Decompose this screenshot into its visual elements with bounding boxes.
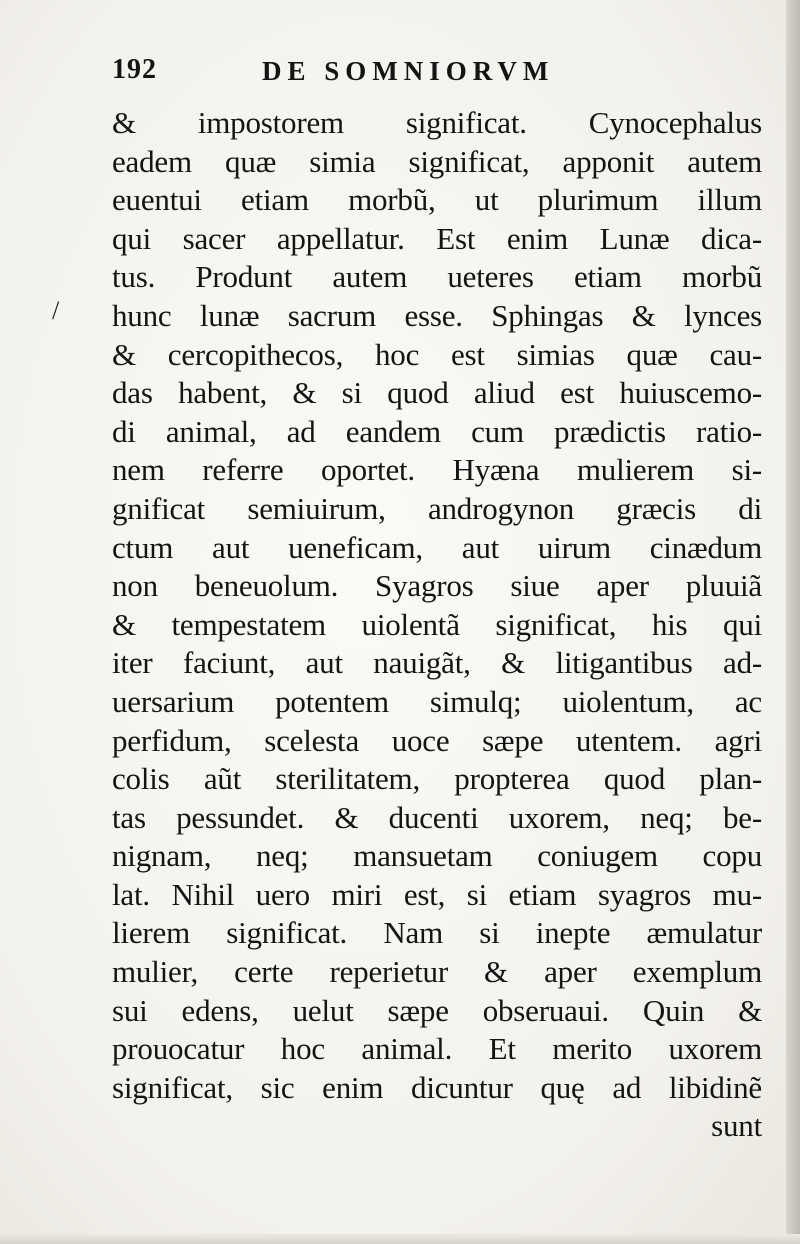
text-line: lat. Nihil uero miri est, si etiam syagros mu- — [112, 876, 762, 912]
text-line: ctum aut ueneficam, aut uirum cinædum — [112, 529, 762, 565]
text-line: iter faciunt, aut nauigãt, & litigantibus ad- — [112, 645, 762, 681]
page-header — [112, 52, 672, 96]
text-line: prouocatur hoc animal. Et merito uxorem — [112, 1031, 762, 1067]
text-line: & cercopithecos, hoc est simias quæ cau- — [112, 336, 762, 372]
page-bottom-edge — [0, 1234, 800, 1244]
body-text — [112, 104, 762, 1146]
text-line: lierem significat. Nam si inepte æmulatur — [112, 915, 762, 951]
text-line: nignam, neq; mansuetam coniugem copu — [112, 838, 762, 874]
text-line: gnificat semiuirum, androgynon græcis di — [112, 490, 762, 526]
catchword: sunt — [711, 1108, 762, 1144]
margin-mark: / — [52, 296, 60, 325]
text-line: significat, sic enim dicuntur quę ad libidinẽ — [112, 1069, 762, 1105]
running-head: DE SOMNIORVM — [262, 56, 555, 86]
text-line: sui edens, uelut sæpe obseruaui. Quin & — [112, 992, 762, 1028]
text-line: colis aũt sterilitatem, propterea quod plan- — [112, 761, 762, 797]
page-number: 192 — [112, 54, 157, 85]
text-line: mulier, certe reperietur & aper exemplum — [112, 954, 762, 990]
page-edge-shadow — [786, 0, 800, 1244]
text-line: nem referre oportet. Hyæna mulierem si- — [112, 452, 762, 488]
text-line: qui sacer appellatur. Est enim Lunæ dica- — [112, 220, 762, 256]
text-line: das habent, & si quod aliud est huiuscemo- — [112, 375, 762, 411]
text-line: & tempestatem uiolentã significat, his qui — [112, 606, 762, 642]
text-line: tus. Produnt autem ueteres etiam morbũ — [112, 259, 762, 295]
text-line: euentui etiam morbũ, ut plurimum illum — [112, 182, 762, 218]
text-line: tas pessundet. & ducenti uxorem, neq; be- — [112, 799, 762, 835]
text-line: perfidum, scelesta uoce sæpe utentem. agri — [112, 722, 762, 758]
text-line: non beneuolum. Syagros siue aper pluuiã — [112, 568, 762, 604]
text-line: hunc lunæ sacrum esse. Sphingas & lynces — [112, 297, 762, 333]
text-line: & impostorem significat. Cynocephalus — [112, 105, 762, 140]
text-line: di animal, ad eandem cum prædictis ratio- — [112, 413, 762, 449]
text-line: uersarium potentem simulq; uiolentum, ac — [112, 683, 762, 719]
text-line: eadem quæ simia significat, apponit autem — [112, 143, 762, 179]
